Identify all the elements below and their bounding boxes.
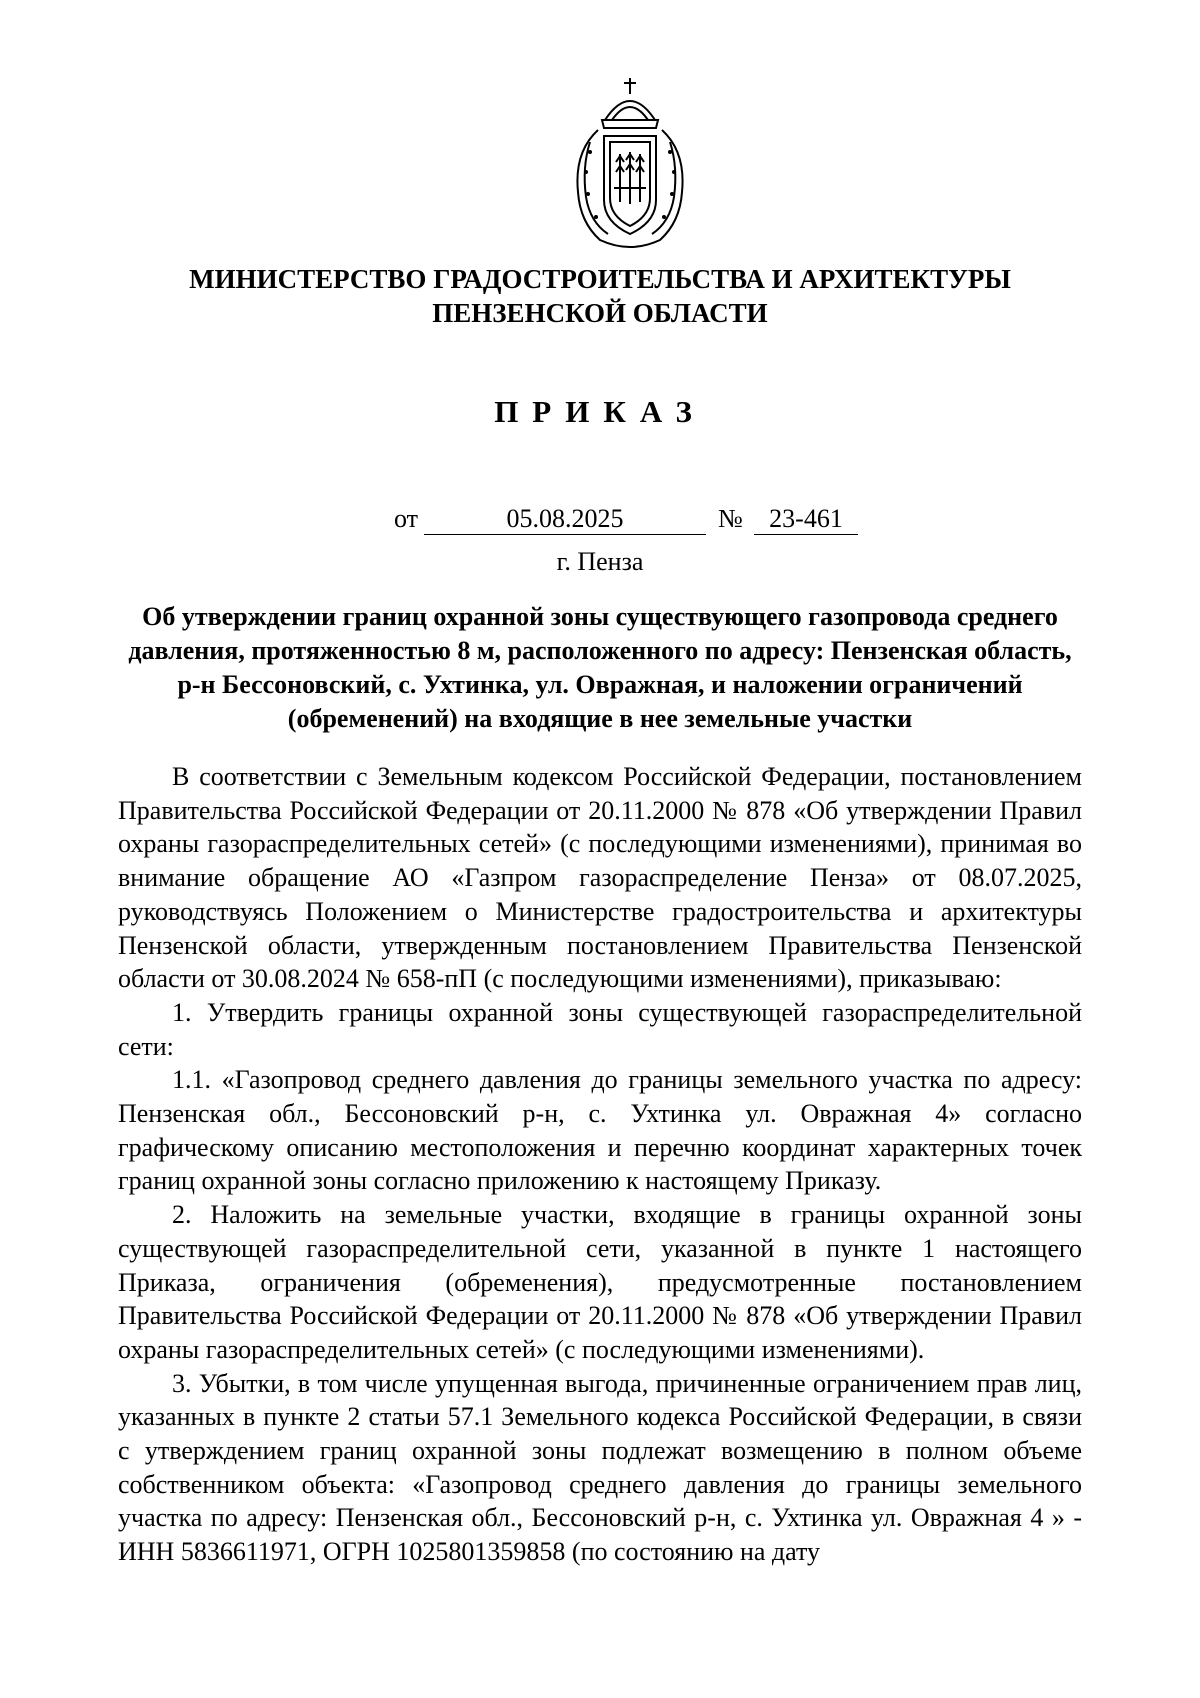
- order-body: [118, 760, 1082, 1569]
- coat-of-arms-emblem-icon: [560, 72, 700, 252]
- order-subject: Об утверждении границ охранной зоны существующего газопровода среднего давления, протяженностью 8 м, расположенного по адресу: Пензенская область, р-н Бессоновский, с. Ухтинка, ул. Овражная, и наложении ограничений (обременений) на входящие в нее земельные участки: [128, 602, 1072, 733]
- order-date: 05.08.2025: [424, 502, 706, 535]
- order-number: 23-461: [754, 502, 858, 535]
- paragraph-2: 2. Наложить на земельные участки, входящие в границы охранной зоны существующей газораспределительной сети, указанной в пункте 1 настоящего Приказа, ограничения (обременения), предусмотренные постановлением Правительства Российской Федерации от 20.11.2000 № 878 «Об утверждении Правил охраны газораспределительных сетей» (с последующими изменениями).: [118, 1200, 1082, 1364]
- order-city: г. Пенза: [556, 547, 644, 576]
- date-prefix: от: [394, 504, 419, 533]
- order-title: ПРИКАЗ: [494, 394, 706, 429]
- paragraph-1-1: 1.1. «Газопровод среднего давления до границы земельного участка по адресу: Пензенская обл., Бессоновский р-н, с. Ухтинка ул. Овражная 4» согласно графическому описанию местоположения и перечню координат характерных точек границ охранной зоны согласно приложению к настоящему Приказу.: [118, 1065, 1082, 1196]
- paragraph-1: 1. Утвердить границы охранной зоны существующей газораспределительной сети:: [118, 997, 1082, 1061]
- number-prefix: №: [718, 504, 743, 533]
- ministry-header: [0, 262, 1200, 330]
- paragraph-preamble: В соответствии с Земельным кодексом Российской Федерации, постановлением Правительства Российской Федерации от 20.11.2000 № 878 «Об утверждении Правил охраны газораспределительных сетей» (с последующими изменениями), принимая во внимание обращение АО «Газпром газораспределение Пенза» от 08.07.2025, руководствуясь Положением о Министерстве градостроительства и архитектуры Пензенской области, утвержденным постановлением Правительства Пензенской области от 30.08.2024 № 658-пП (с последующими изменениями), приказываю:: [118, 762, 1082, 994]
- paragraph-3: 3. Убытки, в том числе упущенная выгода, причиненные ограничением прав лиц, указанных в пункте 2 статьи 57.1 Земельного кодекса Российской Федерации, в связи с утверждением границ охранной зоны подлежат возмещению в полном объеме собственником объекта: «Газопровод среднего давления до границы земельного участка по адресу: Пензенская обл., Бессоновский р-н, с. Ухтинка ул. Овражная 4 » - ИНН 5836611971, ОГРН 1025801359858 (по состоянию на дату: [118, 1368, 1082, 1567]
- ministry-name-line1: МИНИСТЕРСТВО ГРАДОСТРОИТЕЛЬСТВА И АРХИТЕКТУРЫ: [189, 264, 1011, 294]
- ministry-name-line2: ПЕНЗЕНСКОЙ ОБЛАСТИ: [432, 298, 768, 328]
